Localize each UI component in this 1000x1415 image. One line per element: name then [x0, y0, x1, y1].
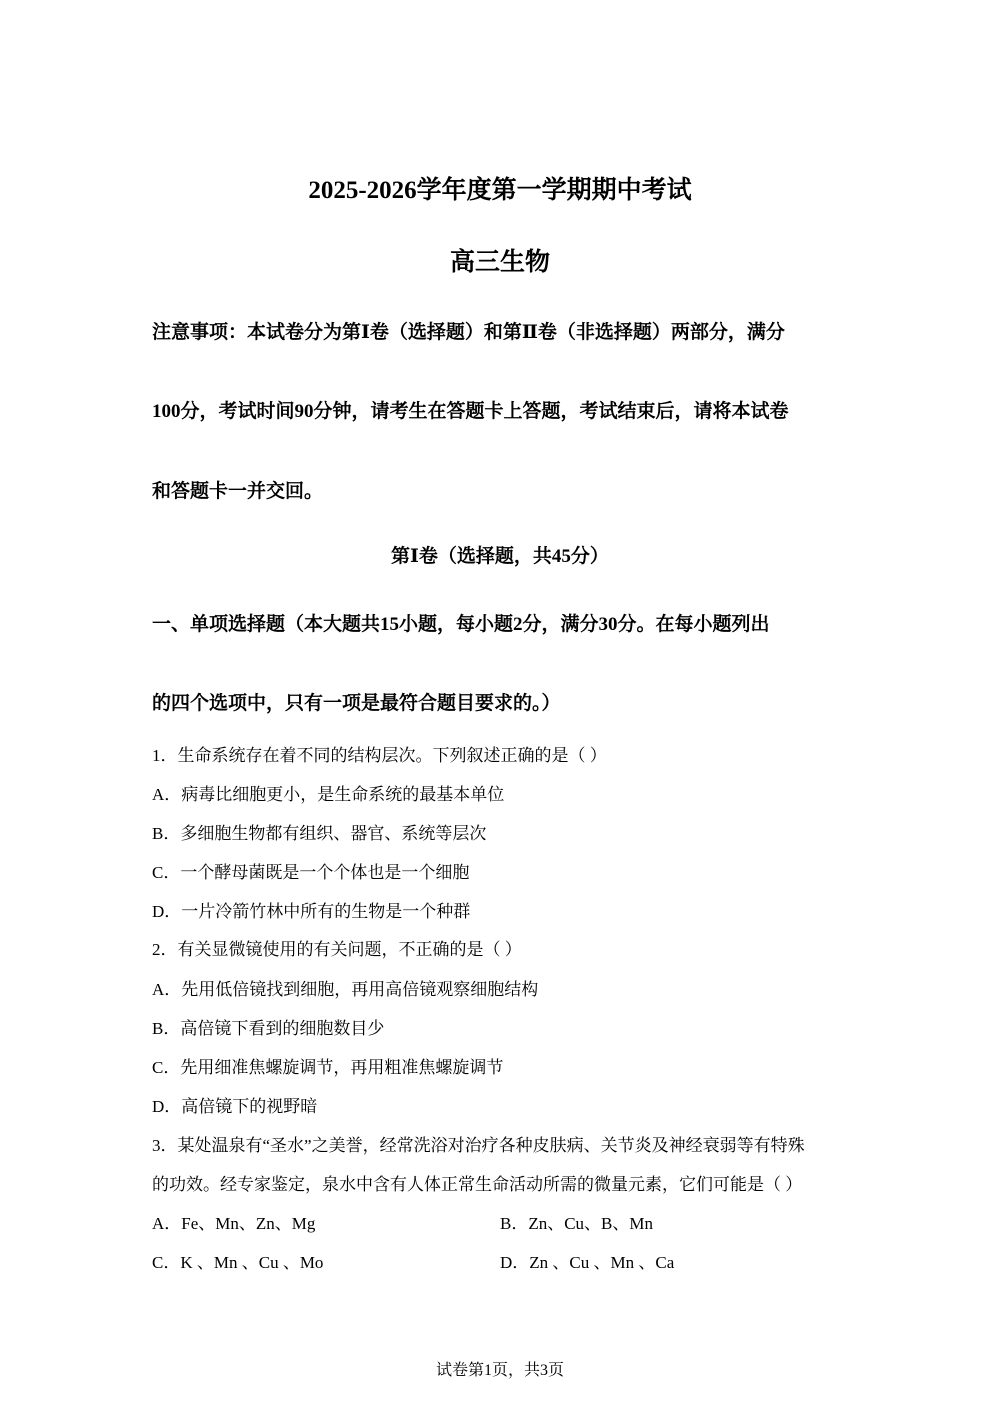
question-1-option-b: B．多细胞生物都有组织、器官、系统等层次 [152, 824, 487, 843]
section-instruction-2: 的四个选项中，只有一项是最符合题目要求的。） [152, 693, 561, 714]
question-1-stem: 1．生命系统存在着不同的结构层次。下列叙述正确的是（ ） [152, 746, 607, 765]
section-instruction-1: 一、单项选择题（本大题共15小题，每小题2分，满分30分。在每小题列出 [152, 614, 770, 635]
question-1-option-a: A．病毒比细胞更小，是生命系统的最基本单位 [152, 785, 505, 804]
question-3-option-c: C．K 、Mn 、Cu 、Mo [152, 1253, 324, 1272]
page-footer: 试卷第1页，共3页 [435, 1362, 564, 1379]
question-3-option-b: B．Zn、Cu、B、Mn [500, 1214, 654, 1233]
question-2-option-d: D．高倍镜下的视野暗 [152, 1097, 318, 1116]
notice-line-3: 和答题卡一并交回。 [152, 481, 324, 502]
question-3-stem-line-1: 3．某处温泉有“圣水”之美誉，经常洗浴对治疗各种皮肤病、关节炎及神经衰弱等有特殊 [152, 1136, 805, 1155]
question-3-option-d: D．Zn 、Cu 、Mn 、Ca [500, 1253, 675, 1272]
question-3-stem-line-2: 的功效。经专家鉴定，泉水中含有人体正常生命活动所需的微量元素，它们可能是（ ） [152, 1175, 803, 1194]
section-heading: 第Ⅰ卷（选择题，共45分） [391, 546, 609, 567]
question-1-option-c: C．一个酵母菌既是一个个体也是一个细胞 [152, 863, 470, 882]
notice-line-1: 注意事项：本试卷分为第Ⅰ卷（选择题）和第Ⅱ卷（非选择题）两部分，满分 [152, 322, 785, 343]
subject-title: 高三生物 [449, 249, 550, 276]
question-1-option-d: D．一片冷箭竹林中所有的生物是一个种群 [152, 902, 471, 921]
notice-line-2: 100分，考试时间90分钟，请考生在答题卡上答题，考试结束后，请将本试卷 [152, 401, 789, 422]
question-3-option-a: A．Fe、Mn、Zn、Mg [152, 1214, 316, 1233]
question-2-option-c: C．先用细准焦螺旋调节，再用粗准焦螺旋调节 [152, 1058, 504, 1077]
question-2-stem: 2．有关显微镜使用的有关问题，不正确的是（ ） [152, 940, 522, 959]
question-2-option-a: A．先用低倍镜找到细胞，再用高倍镜观察细胞结构 [152, 980, 539, 999]
exam-title: 2025-2026学年度第一学期期中考试 [308, 177, 692, 204]
question-2-option-b: B．高倍镜下看到的细胞数目少 [152, 1019, 385, 1038]
